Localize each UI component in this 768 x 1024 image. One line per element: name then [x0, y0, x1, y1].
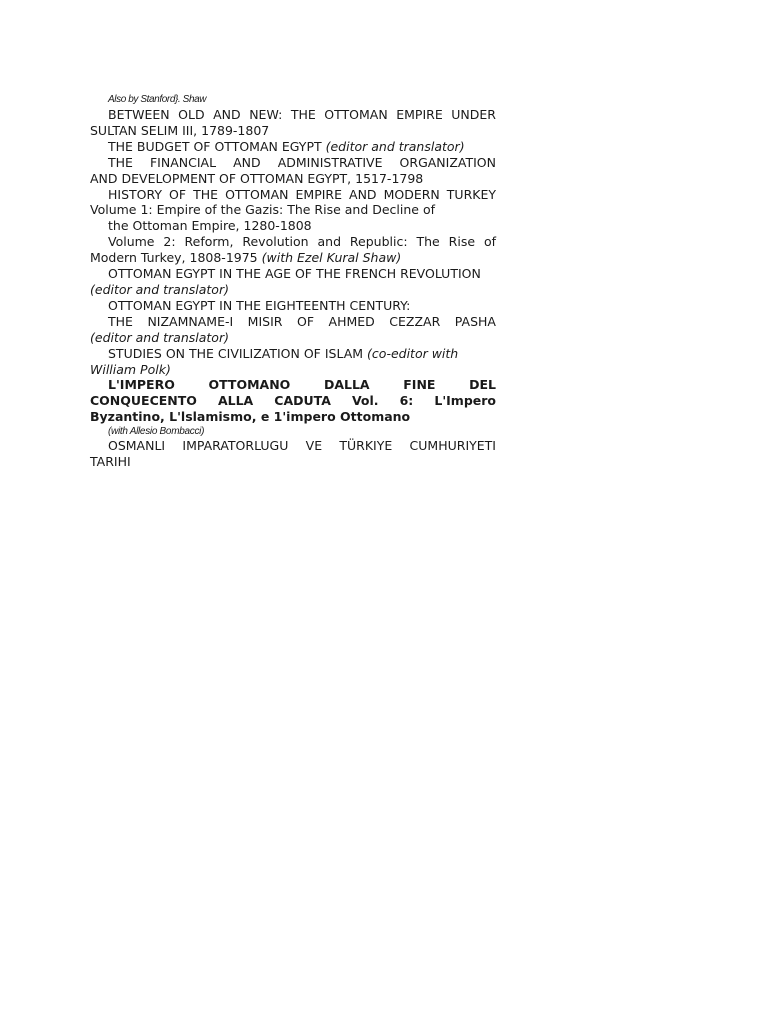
list-entry-osmanli-imparatorlugu: [90, 438, 496, 470]
entry-text-line: Byzantino, L'lslamismo, e 1'impero Ottomano: [90, 409, 411, 425]
entry-text-line: OTTOMAN EGYPT IN THE AGE OF THE FRENCH REVOLUTION: [108, 266, 481, 282]
entry-title: STUDIES ON THE CIVILIZATION OF ISLAM: [108, 345, 364, 361]
entry-text-line: OTTOMAN EGYPT IN THE EIGHTEENTH CENTURY:: [108, 297, 411, 313]
entry-text-line: TARIHI: [90, 454, 131, 470]
entry-text-line: HISTORY OF THE OTTOMAN EMPIRE AND MODERN TURKEY: [108, 186, 496, 202]
entry-role-note: (with Allesio Bombacci): [108, 426, 205, 438]
list-entry-volume-2: [90, 234, 496, 266]
entry-text-line: [90, 346, 496, 362]
entry-text-line: AND DEVELOPMENT OF OTTOMAN EGYPT, 1517-1798: [90, 170, 424, 186]
entry-role-note: (editor and translator): [325, 138, 465, 154]
entry-text-line: BETWEEN OLD AND NEW: THE OTTOMAN EMPIRE UNDER: [108, 107, 496, 122]
entry-text-line: THE FINANCIAL AND ADMINISTRATIVE ORGANIZATION: [108, 154, 496, 170]
entry-text-line: SULTAN SELIM III, 1789-1807: [90, 122, 270, 138]
entry-role-note: (co-editor with: [367, 345, 459, 361]
entry-text-line: L'IMPERO OTTOMANO DALLA FINE DEL: [108, 377, 496, 393]
entry-text-line: CONQUECENTO ALLA CADUTA Vol. 6: L'Impero: [90, 393, 496, 409]
entry-role-note: (editor and translator): [90, 281, 229, 297]
list-entry-history-of-ottoman-empire: [90, 187, 496, 235]
entry-text-line: [90, 250, 496, 266]
entry-text-line: the Ottoman Empire, 1280-1808: [108, 218, 312, 234]
list-entry-financial-organization: [90, 155, 496, 187]
entry-text-line: Volume 2: Reform, Revolution and Republic: The Rise of: [108, 234, 496, 250]
entry-text-line: Volume 1: Empire of the Gazis: The Rise and Decline of: [90, 202, 436, 218]
list-entry-impero-ottomano: [90, 377, 496, 425]
entry-role-note: (with Ezel Kural Shaw): [261, 250, 402, 266]
entry-text-line: THE NIZAMNAME-I MISIR OF AHMED CEZZAR PASHA: [108, 313, 496, 329]
entry-title: Modern Turkey, 1808-1975: [90, 250, 258, 266]
list-entry-civilization-of-islam: [90, 346, 496, 378]
entry-text-line: [90, 139, 496, 155]
list-entry-eighteenth-century: [90, 298, 496, 346]
list-entry-budget-of-ottoman-egypt: [90, 139, 496, 155]
entry-title: THE BUDGET OF OTTOMAN EGYPT: [108, 138, 322, 154]
entry-text-line: OSMANLI IMPARATORLUGU VE TÜRKIYE CUMHURIYETI: [108, 438, 496, 454]
book-list-page: [90, 92, 496, 470]
list-entry-french-revolution: [90, 266, 496, 298]
entry-role-note: William Polk): [90, 361, 171, 377]
list-heading: Also by Stanford}. Shaw: [108, 94, 207, 105]
list-entry-between-old-and-new: [90, 107, 496, 139]
entry-role-note: (editor and translator): [90, 329, 229, 345]
